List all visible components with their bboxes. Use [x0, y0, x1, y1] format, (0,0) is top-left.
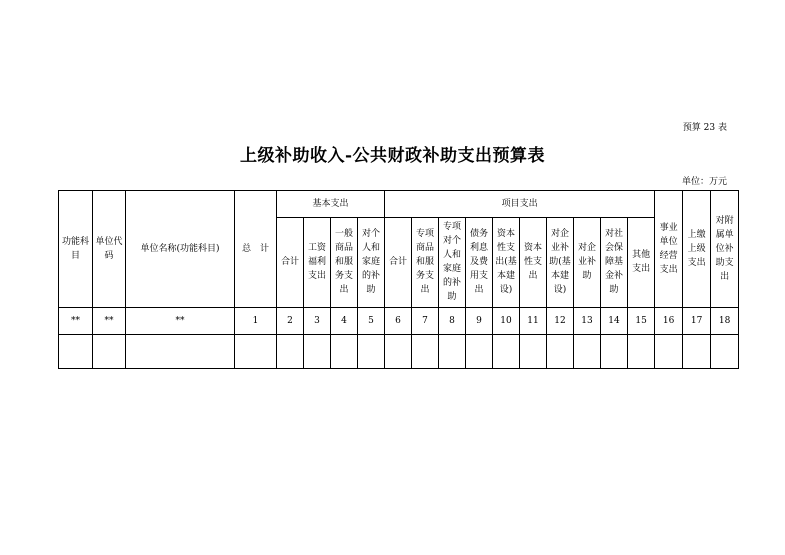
- basic-col-goods-services: 一般商品和服务支出: [331, 218, 358, 308]
- header-business-expenditure: 事业单位经营支出: [655, 191, 683, 308]
- header-total: 总 计: [235, 191, 277, 308]
- empty-cell: [466, 334, 493, 368]
- empty-cell: [358, 334, 385, 368]
- empty-cell: [59, 334, 93, 368]
- index-cell: 13: [574, 307, 601, 334]
- index-cell: 11: [520, 307, 547, 334]
- project-col-social-security: 对社会保障基金补助: [601, 218, 628, 308]
- header-unit-code: 单位代码: [93, 191, 126, 308]
- index-cell: **: [93, 307, 126, 334]
- index-cell: 4: [331, 307, 358, 334]
- empty-cell: [655, 334, 683, 368]
- project-col-capital-construction: 资本性支出(基本建设): [493, 218, 520, 308]
- index-cell: 8: [439, 307, 466, 334]
- empty-cell: [412, 334, 439, 368]
- header-func-code: 功能科目: [59, 191, 93, 308]
- index-cell: 1: [235, 307, 277, 334]
- index-cell: 2: [277, 307, 304, 334]
- index-cell: 7: [412, 307, 439, 334]
- empty-cell: [520, 334, 547, 368]
- index-cell: 10: [493, 307, 520, 334]
- empty-cell: [628, 334, 655, 368]
- header-row-1: [59, 191, 739, 218]
- empty-cell: [304, 334, 331, 368]
- empty-cell: [126, 334, 235, 368]
- header-project-expenditure: 项目支出: [385, 191, 655, 218]
- empty-cell: [547, 334, 574, 368]
- empty-cell: [277, 334, 304, 368]
- empty-cell: [493, 334, 520, 368]
- index-cell: **: [126, 307, 235, 334]
- index-cell: 5: [358, 307, 385, 334]
- header-hand-up-expenditure: 上缴上级支出: [683, 191, 711, 308]
- project-col-debt-interest: 债务利息及费用支出: [466, 218, 493, 308]
- project-col-other: 其他支出: [628, 218, 655, 308]
- project-col-total: 合计: [385, 218, 412, 308]
- budget-table: [58, 190, 739, 369]
- index-cell: 14: [601, 307, 628, 334]
- index-cell: 18: [711, 307, 739, 334]
- empty-cell: [711, 334, 739, 368]
- index-cell: 9: [466, 307, 493, 334]
- index-cell: 17: [683, 307, 711, 334]
- index-cell: 3: [304, 307, 331, 334]
- index-row: [59, 307, 739, 334]
- unit-label: 单位：万元: [681, 177, 727, 187]
- empty-cell: [331, 334, 358, 368]
- index-cell: 6: [385, 307, 412, 334]
- empty-cell: [439, 334, 466, 368]
- project-col-enterprise-subsidy: 对企业补助: [574, 218, 601, 308]
- empty-data-row: [59, 334, 739, 368]
- index-cell: 16: [655, 307, 683, 334]
- document-title: 上级补助收入-公共财政补助支出预算表: [239, 146, 546, 166]
- basic-col-salary: 工资福利支出: [304, 218, 331, 308]
- empty-cell: [235, 334, 277, 368]
- form-number-tag: 预算 23 表: [682, 123, 727, 133]
- basic-col-personal-subsidy: 对个人和家庭的补助: [358, 218, 385, 308]
- basic-col-total: 合计: [277, 218, 304, 308]
- empty-cell: [93, 334, 126, 368]
- project-col-enterprise-construction: 对企业补助(基本建设): [547, 218, 574, 308]
- index-cell: 15: [628, 307, 655, 334]
- project-col-capital: 资本性支出: [520, 218, 547, 308]
- empty-cell: [601, 334, 628, 368]
- index-cell: **: [59, 307, 93, 334]
- project-col-goods-services: 专项商品和服务支出: [412, 218, 439, 308]
- header-unit-name: 单位名称(功能科目): [126, 191, 235, 308]
- empty-cell: [683, 334, 711, 368]
- index-cell: 12: [547, 307, 574, 334]
- project-col-personal-subsidy: 专项对个人和家庭的补助: [439, 218, 466, 308]
- header-basic-expenditure: 基本支出: [277, 191, 385, 218]
- empty-cell: [574, 334, 601, 368]
- empty-cell: [385, 334, 412, 368]
- header-affiliated-subsidy: 对附属单位补助支出: [711, 191, 739, 308]
